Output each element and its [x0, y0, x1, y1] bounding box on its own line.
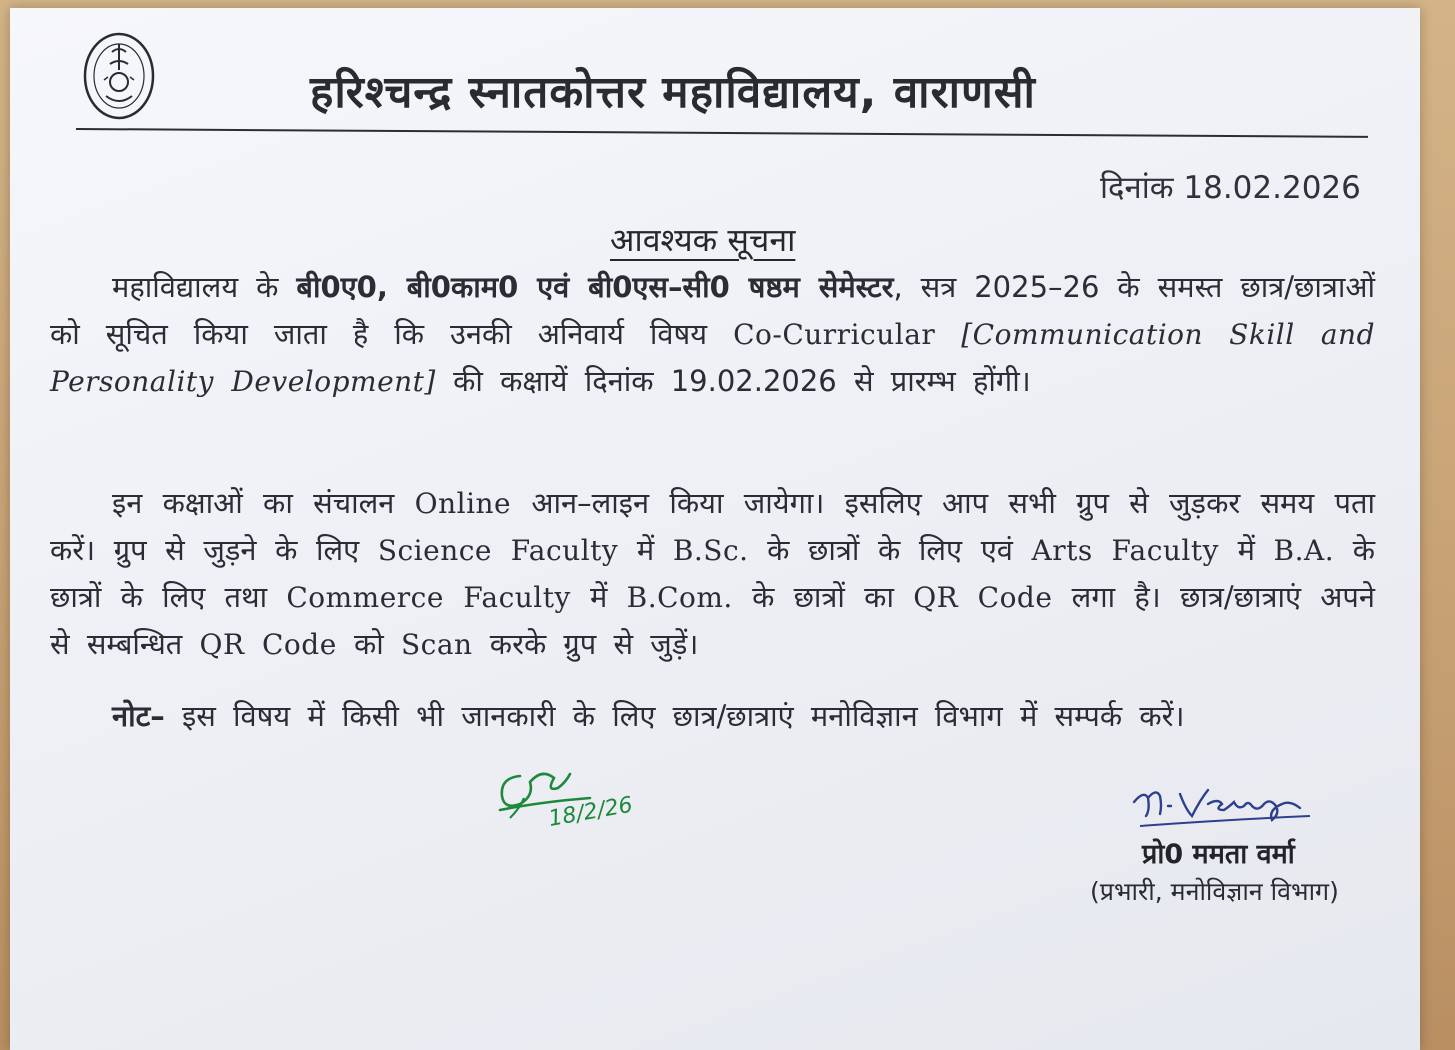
p2-text-10: को	[336, 627, 401, 661]
p1-programs: बी0ए0, बी0काम0 एवं बी0एस–सी0 षष्ठम सेमेस्टर	[296, 270, 894, 304]
p1-subject-en: Co-Curricular	[733, 318, 936, 351]
signatory-name: प्रो0 ममता वर्मा	[1142, 839, 1295, 870]
paragraph-note	[50, 693, 1375, 740]
p2-text-8: के छात्रों का	[732, 580, 914, 614]
p1-text-1: महाविद्यालय के	[112, 270, 297, 304]
p1-text-3: की कक्षायें दिनांक 19.02.2026 से प्रारम्भ होंगी।	[435, 364, 1031, 398]
college-name: हरिश्चन्द्र स्नातकोत्तर महाविद्यालय, वाराणसी	[310, 67, 1036, 118]
green-signature-date: 18/2/26	[546, 792, 635, 832]
signatory-title: (प्रभारी, मनोविज्ञान विभाग)	[1090, 877, 1339, 906]
note-text: इस विषय में किसी भी जानकारी के लिए छात्र/छात्राएं मनोविज्ञान विभाग में सम्पर्क करें।	[164, 699, 1185, 733]
p2-commerce-faculty: Commerce Faculty	[286, 581, 571, 614]
notice-date: दिनांक 18.02.2026	[1100, 170, 1361, 206]
paragraph-online-classes	[50, 480, 1375, 668]
notice-title: आवश्यक सूचना	[610, 221, 796, 259]
p2-bcom: B.Com.	[626, 581, 733, 614]
p2-qr-code-1: QR Code	[913, 581, 1053, 614]
green-initials-signature	[480, 748, 650, 838]
p2-text-3: में	[618, 533, 673, 567]
signatory-signature	[1130, 780, 1320, 830]
p2-text-9: लगा है। छात्र/छात्राएं अपने से सम्बन्धित	[50, 580, 1375, 661]
college-emblem-icon	[82, 30, 156, 122]
p2-text-1: इन कक्षाओं का संचालन	[112, 486, 415, 520]
p2-arts-faculty: Arts Faculty	[1031, 534, 1219, 567]
header-divider	[76, 128, 1368, 138]
p2-qr-code-2: QR Code	[199, 628, 337, 661]
p1-text-2: , सत्र 2025–26 के समस्त छात्र/छात्राओं को सूचित किया जाता है कि उनकी अनिवार्य विषय	[50, 270, 1376, 351]
p2-scan: Scan	[401, 628, 473, 661]
notice-sheet	[10, 8, 1420, 1050]
p2-text-5: में	[1218, 533, 1274, 567]
paragraph-announcement	[50, 264, 1375, 405]
p2-text-6: के छात्रों के लिए तथा	[50, 533, 1376, 614]
p2-science-faculty: Science Faculty	[377, 534, 619, 567]
p2-text-7: में	[570, 580, 627, 614]
p2-text-4: के छात्रों के लिए एवं	[748, 533, 1032, 567]
p2-text-11: करके ग्रुप से जुड़ें।	[472, 627, 699, 661]
note-label: नोट–	[112, 699, 165, 733]
p2-ba: B.A.	[1273, 534, 1335, 567]
p2-online: Online	[414, 487, 512, 520]
p1-subject-italic: [Communication Skill and Personality Development]	[50, 318, 1375, 398]
p2-bsc: B.Sc.	[672, 534, 749, 567]
p2-text-2: आन–लाइन किया जायेगा। इसलिए आप सभी ग्रुप से जुड़कर समय पता करें। ग्रुप से जुड़ने के लिए	[50, 486, 1375, 567]
